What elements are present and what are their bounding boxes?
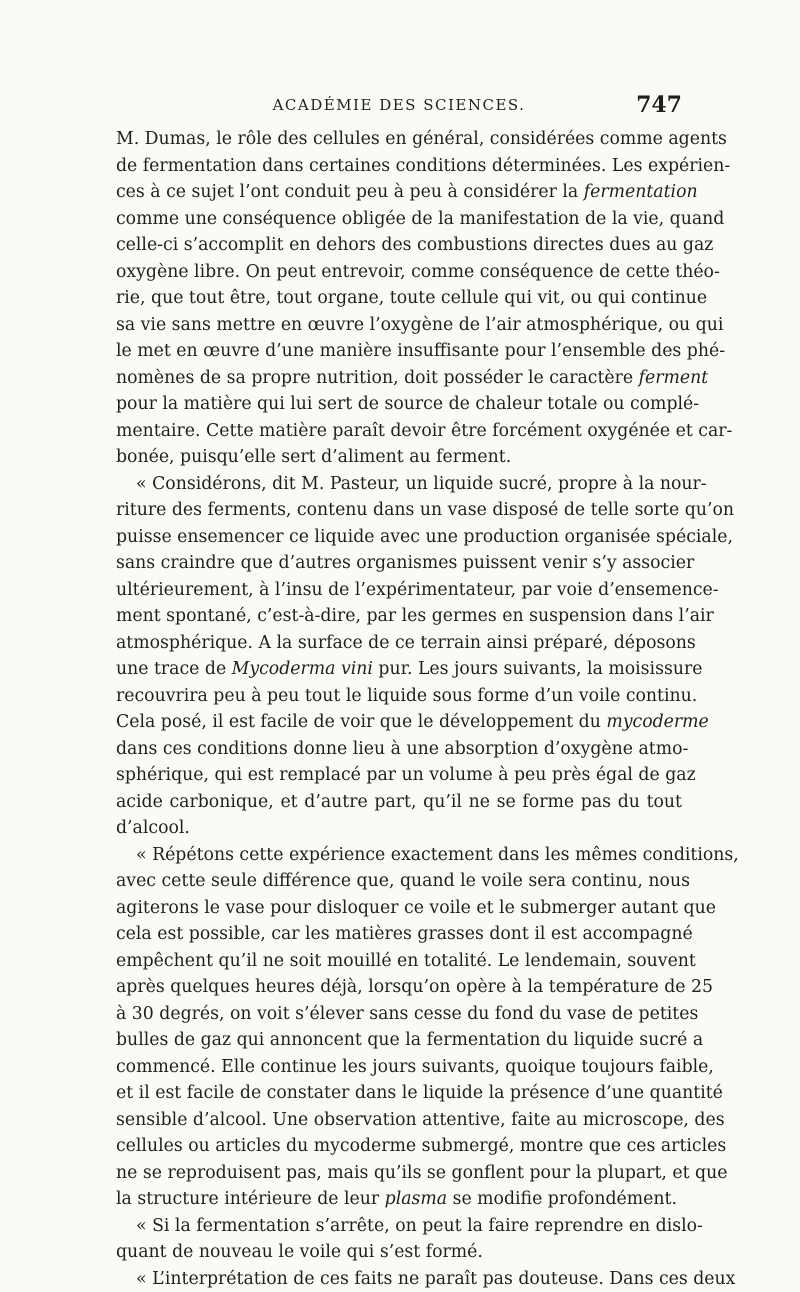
line-text: pour la matière qui lui sert de source de chaleur totale ou complé-	[116, 394, 699, 414]
text-line	[116, 921, 682, 948]
text-line	[116, 365, 682, 392]
text-line	[116, 842, 682, 869]
text-line	[116, 630, 682, 657]
text-line	[116, 1266, 682, 1292]
line-text: « Si la fermentation s’arrête, on peut la faire reprendre en dislo-	[136, 1216, 703, 1236]
line-text: oxygène libre. On peut entrevoir, comme conséquence de cette théo-	[116, 262, 720, 282]
text-line	[116, 338, 682, 365]
text-line	[116, 1239, 682, 1266]
line-text: bulles de gaz qui annoncent que la fermentation du liquide sucré a	[116, 1030, 703, 1050]
running-title: ACADÉMIE DES SCIENCES.	[116, 96, 682, 114]
text-line	[116, 126, 682, 153]
line-text: M. Dumas, le rôle des cellules en général, considérées comme agents	[116, 129, 727, 149]
text-line	[116, 497, 682, 524]
line-text: riture des ferments, contenu dans un vase disposé de telle sorte qu’on	[116, 500, 734, 520]
line-text: ultérieurement, à l’insu de l’expérimentateur, par voie d’ensemence-	[116, 580, 719, 600]
line-text: atmosphérique. A la surface de ce terrain ainsi préparé, déposons	[116, 633, 696, 653]
text-line	[116, 1160, 682, 1187]
italic-term: plasma	[385, 1189, 447, 1209]
line-text: comme une conséquence obligée de la manifestation de la vie, quand	[116, 209, 724, 229]
text-line	[116, 550, 682, 577]
text-line	[116, 444, 682, 471]
line-text: sphérique, qui est remplacé par un volume à peu près égal de gaz	[116, 765, 696, 785]
line-text: celle-ci s’accomplit en dehors des combustions directes dues au gaz	[116, 235, 713, 255]
line-text: la structure intérieure de leur	[116, 1189, 385, 1209]
text-line	[116, 232, 682, 259]
line-text-after: pur. Les jours suivants, la moisissure	[373, 659, 703, 679]
line-text: cellules ou articles du mycoderme submergé, montre que ces articles	[116, 1136, 726, 1156]
line-text: acide carbonique, et d’autre part, qu’il ne se forme pas du tout	[116, 792, 682, 812]
line-text: mentaire. Cette matière paraît devoir être forcément oxygénée et car-	[116, 421, 732, 441]
line-text: avec cette seule différence que, quand le voile sera continu, nous	[116, 871, 690, 891]
text-line	[116, 524, 682, 551]
line-text-after: se modifie profondément.	[447, 1189, 677, 1209]
text-line	[116, 391, 682, 418]
line-text: à 30 degrés, on voit s’élever sans cesse du fond du vase de petites	[116, 1004, 698, 1024]
page-header	[116, 92, 682, 126]
line-text: sa vie sans mettre en œuvre l’oxygène de l’air atmosphérique, ou qui	[116, 315, 723, 335]
line-text: ces à ce sujet l’ont conduit peu à peu à considérer la	[116, 182, 584, 202]
italic-term: fermentation	[584, 182, 698, 202]
line-text: le met en œuvre d’une manière insuffisante pour l’ensemble des phé-	[116, 341, 725, 361]
text-line	[116, 471, 682, 498]
text-line	[116, 1054, 682, 1081]
line-text: puisse ensemencer ce liquide avec une production organisée spéciale,	[116, 527, 733, 547]
line-text: « L’interprétation de ces faits ne paraît pas douteuse. Dans ces deux	[136, 1269, 735, 1289]
line-text: après quelques heures déjà, lorsqu’on opère à la température de 25	[116, 977, 713, 997]
text-line	[116, 656, 682, 683]
line-text: ment spontané, c’est-à-dire, par les germes en suspension dans l’air	[116, 606, 714, 626]
line-text: bonée, puisqu’elle sert d’aliment au ferment.	[116, 447, 511, 467]
text-line	[116, 815, 682, 842]
text-line	[116, 1186, 682, 1213]
line-text: cela est possible, car les matières grasses dont il est accompagné	[116, 924, 693, 944]
body-text	[116, 126, 682, 1292]
text-line	[116, 789, 682, 816]
line-text: de fermentation dans certaines conditions déterminées. Les expérien-	[116, 156, 730, 176]
line-text: rie, que tout être, tout organe, toute cellule qui vit, ou qui continue	[116, 288, 707, 308]
text-line	[116, 948, 682, 975]
text-line	[116, 259, 682, 286]
line-text: agiterons le vase pour disloquer ce voile et le submerger autant que	[116, 898, 716, 918]
line-text: et il est facile de constater dans le liquide la présence d’une quantité	[116, 1083, 723, 1103]
text-line	[116, 153, 682, 180]
text-line	[116, 1107, 682, 1134]
line-text: « Répétons cette expérience exactement dans les mêmes conditions,	[136, 845, 739, 865]
text-line	[116, 1001, 682, 1028]
line-text: ne se reproduisent pas, mais qu’ils se gonflent pour la plupart, et que	[116, 1163, 727, 1183]
text-line	[116, 895, 682, 922]
line-text: recouvrira peu à peu tout le liquide sous forme d’un voile continu.	[116, 686, 697, 706]
text-line	[116, 285, 682, 312]
line-text: nomènes de sa propre nutrition, doit posséder le caractère	[116, 368, 639, 388]
line-text: empêchent qu’il ne soit mouillé en totalité. Le lendemain, souvent	[116, 951, 696, 971]
text-line	[116, 577, 682, 604]
line-text: une trace de	[116, 659, 232, 679]
text-line	[116, 418, 682, 445]
text-line	[116, 312, 682, 339]
text-line	[116, 1080, 682, 1107]
page-number: 747	[636, 92, 682, 118]
line-text: commencé. Elle continue les jours suivants, quoique toujours faible,	[116, 1057, 714, 1077]
text-line	[116, 1133, 682, 1160]
line-text: sans craindre que d’autres organismes puissent venir s’y associer	[116, 553, 694, 573]
text-line	[116, 683, 682, 710]
text-line	[116, 179, 682, 206]
italic-term: Mycoderma vini	[232, 659, 373, 679]
text-line	[116, 603, 682, 630]
line-text: sensible d’alcool. Une observation attentive, faite au microscope, des	[116, 1110, 725, 1130]
italic-term: ferment	[639, 368, 709, 388]
text-line	[116, 974, 682, 1001]
text-line	[116, 1027, 682, 1054]
text-line	[116, 709, 682, 736]
text-line	[116, 206, 682, 233]
line-text: quant de nouveau le voile qui s’est formé.	[116, 1242, 483, 1262]
line-text: Cela posé, il est facile de voir que le développement du	[116, 712, 606, 732]
text-line	[116, 1213, 682, 1240]
line-text: dans ces conditions donne lieu à une absorption d’oxygène atmo-	[116, 739, 688, 759]
line-text: « Considérons, dit M. Pasteur, un liquide sucré, propre à la nour-	[136, 474, 707, 494]
text-line	[116, 736, 682, 763]
line-text: d’alcool.	[116, 818, 190, 838]
text-line	[116, 762, 682, 789]
text-line	[116, 868, 682, 895]
italic-term: mycoderme	[606, 712, 708, 732]
